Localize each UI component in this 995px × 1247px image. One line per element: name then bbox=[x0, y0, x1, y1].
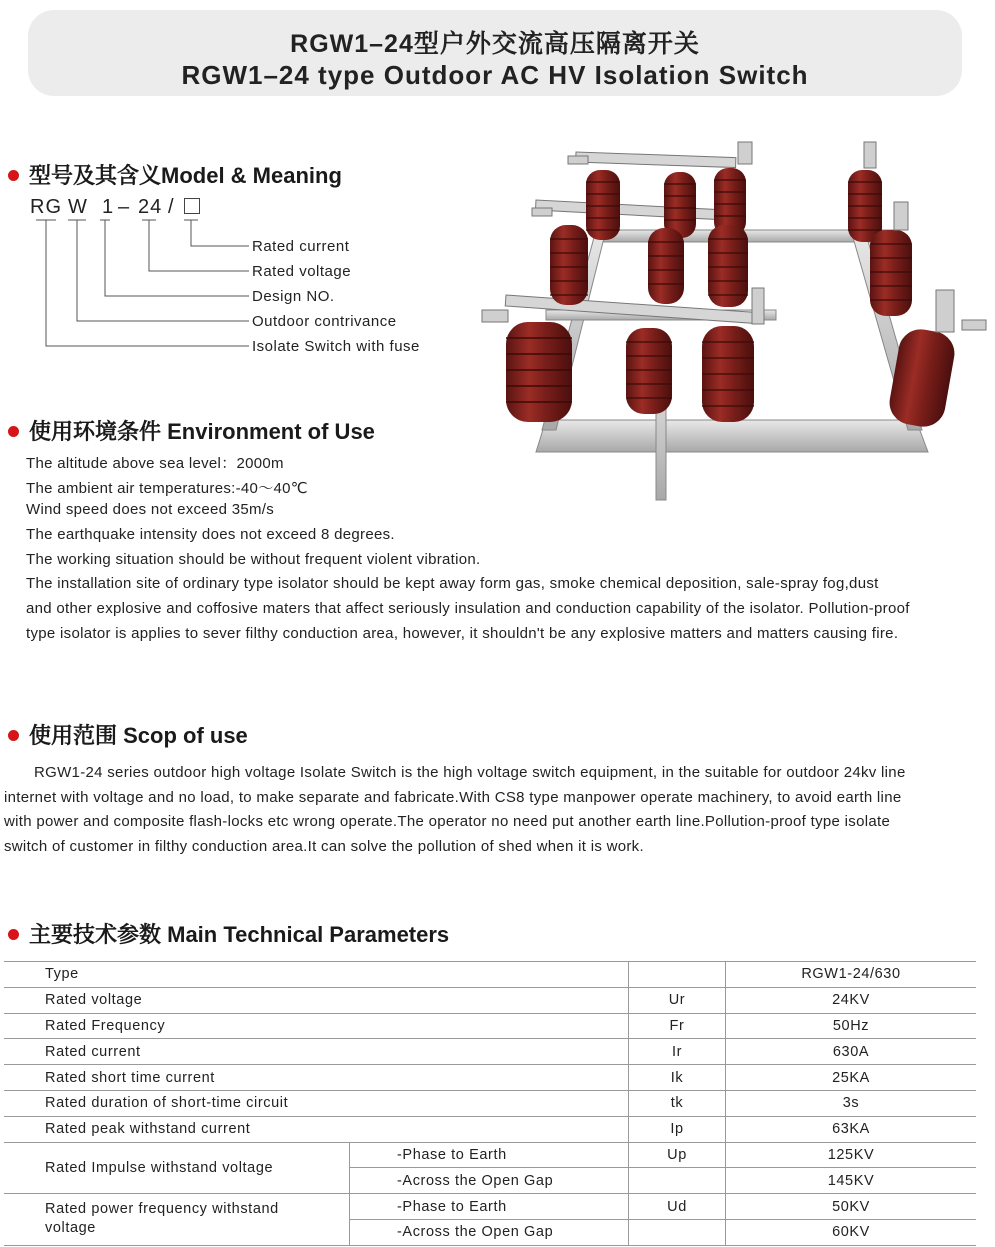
table-row bbox=[4, 987, 976, 1013]
legend-isolate-switch: Isolate Switch with fuse bbox=[252, 338, 420, 355]
legend-design-no: Design NO. bbox=[252, 288, 335, 305]
env-line: and other explosive and coffosive maters that affect seriously insulation and conduction capability of the isolator. Pollution-proof bbox=[26, 600, 910, 617]
param-value: RGW1-24/630 bbox=[726, 962, 977, 988]
model-bracket-lines bbox=[0, 0, 260, 360]
param-value: 60KV bbox=[726, 1219, 977, 1245]
legend-rated-voltage: Rated voltage bbox=[252, 263, 352, 280]
param-value: 50KV bbox=[726, 1194, 977, 1220]
param-value: 125KV bbox=[726, 1142, 977, 1168]
param-symbol: Ud bbox=[629, 1194, 726, 1220]
env-line: The earthquake intensity does not exceed 8 degrees. bbox=[26, 526, 395, 543]
param-subname: -Across the Open Gap bbox=[350, 1168, 629, 1194]
param-symbol: Ik bbox=[629, 1065, 726, 1091]
param-symbol bbox=[629, 1219, 726, 1245]
table-row bbox=[4, 1039, 976, 1065]
param-name-line: Rated power frequency withstand bbox=[45, 1201, 279, 1218]
title-chinese: RGW1–24型户外交流高压隔离开关 bbox=[290, 30, 700, 58]
param-name: Rated Frequency bbox=[4, 1013, 629, 1039]
code-rg: RG bbox=[30, 196, 62, 218]
parameters-table bbox=[4, 961, 976, 1246]
model-heading-text: 型号及其含义Model & Meaning bbox=[29, 163, 342, 188]
param-name: Rated peak withstand current bbox=[4, 1116, 629, 1142]
param-value: 24KV bbox=[726, 987, 977, 1013]
bullet-icon bbox=[8, 426, 19, 437]
param-value: 630A bbox=[726, 1039, 977, 1065]
param-value: 3s bbox=[726, 1090, 977, 1116]
env-line: The installation site of ordinary type isolator should be kept away form gas, smoke chemical deposition, sale-spray fog,dust bbox=[26, 575, 879, 592]
param-name: Rated voltage bbox=[4, 987, 629, 1013]
env-line: The working situation should be without frequent violent vibration. bbox=[26, 551, 481, 568]
param-value: 25KA bbox=[726, 1065, 977, 1091]
scope-line: internet with voltage and no load, to make separate and fabricate.With CS8 type manpower operate machinery, to avoid earth line bbox=[4, 789, 902, 806]
table-row bbox=[4, 1194, 976, 1220]
scope-line: RGW1-24 series outdoor high voltage Isolate Switch is the high voltage switch equipment, in the suitable for outdoor 24kv line bbox=[34, 764, 906, 781]
param-name: Rated Impulse withstand voltage bbox=[4, 1142, 350, 1194]
param-symbol: Ip bbox=[629, 1116, 726, 1142]
environment-heading-text: 使用环境条件 Environment of Use bbox=[29, 419, 375, 444]
legend-outdoor: Outdoor contrivance bbox=[252, 313, 397, 330]
param-name: Rated duration of short-time circuit bbox=[4, 1090, 629, 1116]
scope-heading bbox=[8, 719, 248, 750]
scope-heading-text: 使用范围 Scop of use bbox=[29, 723, 248, 748]
bullet-icon bbox=[8, 929, 19, 940]
code-24: 24 bbox=[138, 196, 163, 218]
isolation-switch-photo bbox=[476, 130, 990, 510]
param-symbol bbox=[629, 962, 726, 988]
env-line: The altitude above sea level：2000m bbox=[26, 455, 284, 472]
table-row bbox=[4, 962, 976, 988]
param-name: Type bbox=[4, 962, 629, 988]
params-heading bbox=[8, 918, 449, 949]
code-dash: – bbox=[118, 196, 131, 218]
param-symbol: Ir bbox=[629, 1039, 726, 1065]
param-subname: -Across the Open Gap bbox=[350, 1219, 629, 1245]
param-name: Rated short time current bbox=[4, 1065, 629, 1091]
code-slash: / bbox=[168, 196, 175, 218]
scope-line: with power and composite flash-locks etc wrong operate.The operator no need put another earth line.Pollution-proof type isolate bbox=[4, 813, 891, 830]
env-line: Wind speed does not exceed 35m/s bbox=[26, 501, 275, 518]
code-w: W bbox=[68, 196, 88, 218]
table-row bbox=[4, 1142, 976, 1168]
legend-rated-current: Rated current bbox=[252, 238, 350, 255]
param-name: Rated current bbox=[4, 1039, 629, 1065]
param-subname: -Phase to Earth bbox=[350, 1194, 629, 1220]
title-english: RGW1–24 type Outdoor AC HV Isolation Switch bbox=[181, 60, 809, 90]
param-symbol: tk bbox=[629, 1090, 726, 1116]
param-value: 145KV bbox=[726, 1168, 977, 1194]
param-value: 63KA bbox=[726, 1116, 977, 1142]
table-row bbox=[4, 1065, 976, 1091]
params-heading-text: 主要技术参数 Main Technical Parameters bbox=[29, 922, 450, 947]
param-symbol: Ur bbox=[629, 987, 726, 1013]
env-line: type isolator is applies to sever filthy conduction area, however, it shouldn't be any explosive matters and matters causing fire. bbox=[26, 625, 899, 642]
param-value: 50Hz bbox=[726, 1013, 977, 1039]
param-subname: -Phase to Earth bbox=[350, 1142, 629, 1168]
param-symbol: Fr bbox=[629, 1013, 726, 1039]
bullet-icon bbox=[8, 730, 19, 741]
scope-line: switch of customer in filthy conduction area.It can solve the pollution of shed when it is work. bbox=[4, 838, 644, 855]
table-row bbox=[4, 1013, 976, 1039]
param-symbol: Up bbox=[629, 1142, 726, 1168]
param-name-line: voltage bbox=[45, 1220, 96, 1237]
env-line: The ambient air temperatures:-40～40℃ bbox=[26, 480, 308, 497]
table-row bbox=[4, 1090, 976, 1116]
code-1: 1 bbox=[102, 196, 115, 218]
param-name bbox=[4, 1194, 350, 1246]
table-row bbox=[4, 1116, 976, 1142]
environment-heading bbox=[8, 415, 375, 446]
param-symbol bbox=[629, 1168, 726, 1194]
